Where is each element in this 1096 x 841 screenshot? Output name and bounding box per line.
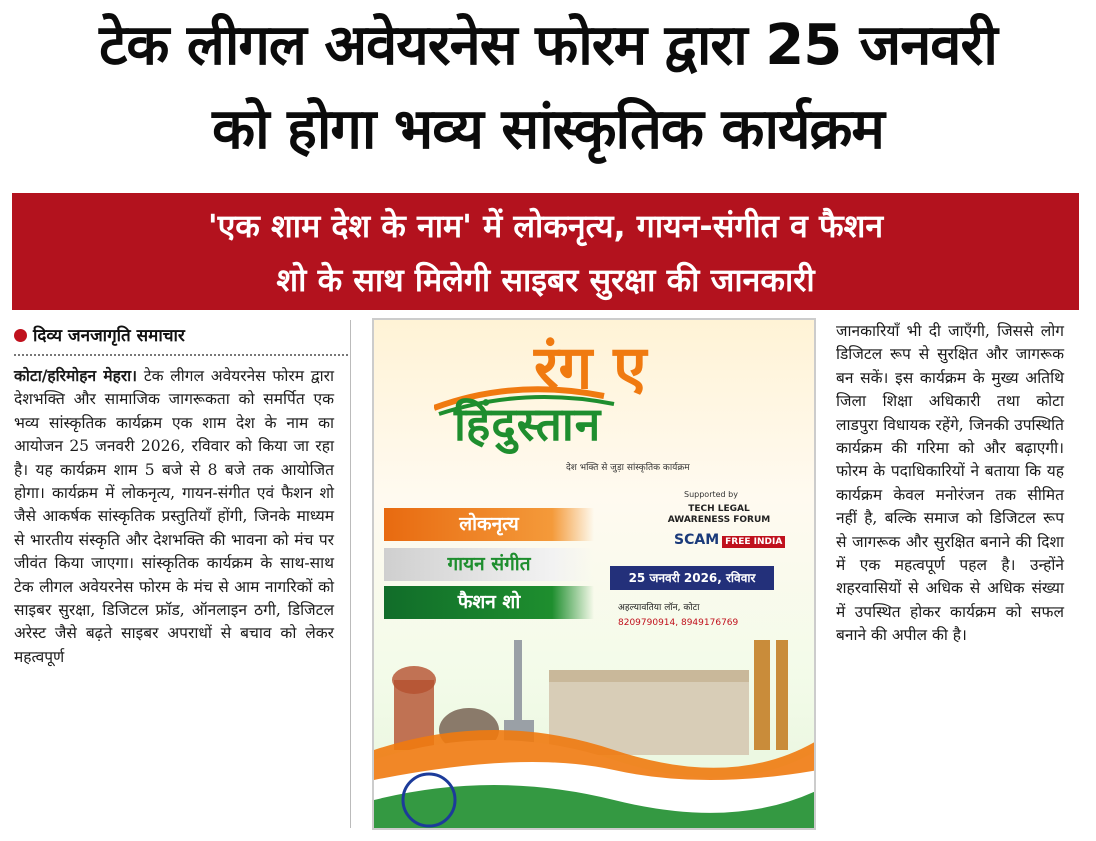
poster-title-line-1: रंग ए — [534, 333, 647, 403]
scam-badge: FREE INDIA — [722, 536, 785, 548]
poster-date: 25 जनवरी 2026, रविवार — [610, 566, 774, 590]
poster-title-line-2: हिंदुस्तान — [454, 397, 602, 451]
poster-act-music: गायन संगीत — [384, 548, 594, 581]
poster-phones: 8209790914, 8949176769 — [618, 618, 739, 628]
poster-act-fashion: फैशन शो — [384, 586, 594, 619]
poster-act-folk-dance: लोकनृत्य — [384, 508, 594, 541]
news-source — [14, 322, 348, 356]
poster-org-logo: TECH LEGAL AWARENESS FORUM — [667, 504, 771, 525]
headline — [0, 4, 1096, 172]
poster-scam-free-logo — [674, 532, 785, 548]
dateline: कोटा/हरिमोहन मेहरा। — [14, 366, 138, 385]
scam-text: SCAM — [674, 532, 720, 548]
article-text-right: जानकारियाँ भी दी जाएँगी, जिससे लोग डिजिटल रूप से सुरक्षित और जागरूक बन सकें। इस कार्यक्रम के मुख्य अतिथि जिला शिक्षा अधिकारी तथा कोटा लाडपुरा विधायक रहेंगे, जिनकी उपस्थिति कार्यक्रम की गरिमा को और बढ़ाएगी। फोरम के पदाधिकारियों ने बताया कि यह कार्यक्रम केवल मनोरंजन तक सीमित नहीं है, बल्कि समाज को डिजिटल रूप से जागरूक और सुरक्षित बनाने की दिशा में एक महत्वपूर्ण पहल है। उन्होंने शहरवासियों से अधिक से अधिक संख्या में उपस्थित होकर कार्यक्रम को सफल बनाने की अपील की है। — [836, 322, 1064, 645]
poster-tagline: देश भक्ति से जुड़ा सांस्कृतिक कार्यक्रम — [566, 463, 690, 473]
poster-supported-by: Supported by — [684, 490, 738, 499]
poster-venue: अहल्यावतिया लॉन, कोटा — [618, 603, 700, 613]
article-column-left — [14, 364, 334, 669]
headline-line-2: को होगा भव्य सांस्कृतिक कार्यक्रम — [212, 97, 884, 162]
news-source-label: दिव्य जनजागृति समाचार — [33, 326, 185, 346]
poster-landmarks-illustration — [374, 640, 816, 830]
subheadline-line-2: शो के साथ मिलेगी साइबर सुरक्षा की जानकारी — [276, 261, 815, 299]
article-text-left: टेक लीगल अवेयरनेस फोरम द्वारा देशभक्ति और सामाजिक जागरूकता को समर्पित एक भव्य सांस्कृतिक कार्यक्रम एक शाम देश के नाम का आयोजन 25 जनवरी 2026, रविवार को किया जा रहा है। यह कार्यक्रम शाम 5 बजे से 8 बजे तक आयोजित होगा। कार्यक्रम में लोकनृत्य, गायन-संगीत एवं फैशन शो जैसे आकर्षक सांस्कृतिक प्रस्तुतियाँ होंगी, जिनके माध्यम से भारतीय संस्कृति और देशभक्ति की भावना को मंच पर जीवंत किया जाएगा। सांस्कृतिक कार्यक्रम के साथ-साथ टेक लीगल अवेयरनेस फोरम के मंच से आम नागरिकों को साइबर सुरक्षा, डिजिटल फ्रॉड, ऑनलाइन ठगी, डिजिटल अरेस्ट जैसे बढ़ते साइबर अपराधों से बचाव को लेकर महत्वपूर्ण — [14, 367, 334, 666]
headline-line-1: टेक लीगल अवेयरनेस फोरम द्वारा 25 जनवरी — [99, 13, 997, 78]
bullet-dot-icon — [14, 329, 27, 342]
column-divider — [350, 320, 351, 828]
article-column-right — [836, 320, 1064, 648]
subheadline-line-1: 'एक शाम देश के नाम' में लोकनृत्य, गायन-संगीत व फैशन — [207, 207, 884, 245]
subheadline-banner — [12, 193, 1079, 310]
event-poster — [372, 318, 816, 830]
